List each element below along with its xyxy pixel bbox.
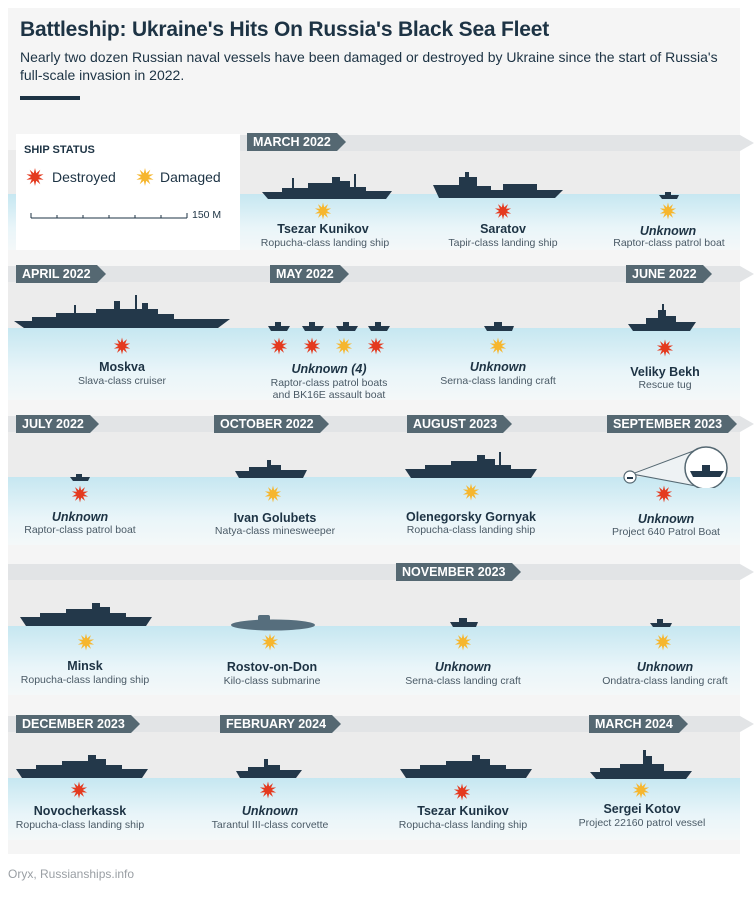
- landing-ship-silhouette: [405, 452, 537, 479]
- patrol-boat-silhouette: [659, 191, 679, 199]
- scale-label: 150 M: [192, 209, 222, 221]
- ship-class: Slava-class cruiser: [77, 375, 167, 387]
- ship-class: Serna-class landing craft: [440, 375, 556, 387]
- zoom-inset: [620, 446, 730, 488]
- ship-name: Sergei Kotov: [603, 802, 681, 816]
- patrol-boat-silhouette: [70, 473, 90, 481]
- legend-title: SHIP STATUS: [24, 144, 95, 156]
- page-title: Battleship: Ukraine's Hits On Russia's Black Sea Fleet: [20, 18, 550, 41]
- damaged-burst-icon: [489, 337, 507, 355]
- period-tag: MARCH 2024: [589, 715, 679, 733]
- tapir-ship-silhouette: [433, 168, 563, 199]
- ship-name: Tsezar Kunikov: [417, 804, 509, 818]
- damaged-burst-icon: [264, 485, 282, 503]
- patrol-vessel-silhouette: [590, 750, 692, 780]
- ship-class: Kilo-class submarine: [223, 675, 321, 687]
- timeline-strip: [8, 564, 740, 580]
- ship-class: Rescue tug: [638, 379, 692, 391]
- ship-name: Tsezar Kunikov: [277, 222, 369, 236]
- period-tag: MARCH 2022: [247, 133, 337, 151]
- damaged-burst-icon: [659, 202, 677, 220]
- ship-name: Unknown (4): [291, 362, 367, 376]
- ship-name: Unknown: [637, 512, 695, 526]
- assault-boat-silhouette: [368, 322, 390, 331]
- period-tag: DECEMBER 2023: [16, 715, 131, 733]
- source-note: Oryx, Russianships.info: [8, 867, 135, 881]
- ship-name: Rostov-on-Don: [226, 660, 318, 674]
- legend-damaged-label: Damaged: [160, 169, 221, 185]
- destroyed-burst-icon: [367, 337, 385, 355]
- landing-ship-silhouette: [262, 172, 392, 200]
- damaged-burst-icon: [314, 202, 332, 220]
- landing-ship-silhouette: [400, 752, 532, 779]
- damaged-burst-icon: [335, 337, 353, 355]
- ship-class: Raptor-class patrol boat: [24, 524, 136, 536]
- ship-class: Ropucha-class landing ship: [398, 819, 528, 831]
- damaged-burst-icon: [462, 483, 480, 501]
- patrol-boat-silhouette: [268, 322, 290, 331]
- destroyed-burst-icon: [656, 339, 674, 357]
- destroyed-burst-icon: [113, 337, 131, 355]
- ship-class: Ropucha-class landing ship: [15, 819, 145, 831]
- destroyed-burst-icon: [494, 202, 512, 220]
- ship-name: Olenegorsky Gornyak: [406, 510, 536, 524]
- destroyed-burst-icon: [70, 781, 88, 799]
- ship-class: Natya-class minesweeper: [214, 525, 336, 537]
- ship-name: Unknown: [51, 510, 109, 524]
- destroyed-burst-icon: [24, 166, 46, 188]
- submarine-silhouette: [230, 612, 316, 632]
- ship-name: Unknown: [469, 360, 527, 374]
- ship-class: Project 22160 patrol vessel: [578, 817, 706, 829]
- ship-name: Unknown: [241, 804, 299, 818]
- period-tag: JULY 2022: [16, 415, 90, 433]
- patrol-boat-silhouette: [302, 322, 324, 331]
- ship-name: Ivan Golubets: [233, 511, 317, 525]
- landing-ship-silhouette: [20, 600, 152, 627]
- ship-class: Serna-class landing craft: [405, 675, 521, 687]
- destroyed-burst-icon: [270, 337, 288, 355]
- destroyed-burst-icon: [71, 485, 89, 503]
- ship-name: Veliky Bekh: [630, 365, 700, 379]
- ship-name: Novocherkassk: [33, 804, 127, 818]
- destroyed-burst-icon: [655, 485, 673, 503]
- landing-craft-silhouette: [484, 321, 514, 331]
- title-rule: [20, 96, 80, 100]
- damaged-burst-icon: [632, 781, 650, 799]
- landing-ship-silhouette: [16, 752, 148, 779]
- damaged-burst-icon: [134, 166, 156, 188]
- period-tag: MAY 2022: [270, 265, 340, 283]
- period-tag: AUGUST 2023: [407, 415, 503, 433]
- period-tag: OCTOBER 2022: [214, 415, 320, 433]
- ship-class: Ropucha-class landing ship: [20, 674, 150, 686]
- landing-craft-silhouette: [450, 617, 478, 627]
- minesweeper-silhouette: [235, 459, 307, 479]
- ship-name: Unknown: [636, 660, 694, 674]
- ship-class: Ondatra-class landing craft: [602, 675, 728, 687]
- scale-bar: [30, 210, 190, 220]
- damaged-burst-icon: [261, 633, 279, 651]
- ship-class: Tapir-class landing ship: [448, 237, 558, 249]
- damaged-burst-icon: [454, 633, 472, 651]
- destroyed-burst-icon: [303, 337, 321, 355]
- ship-name: Minsk: [67, 659, 103, 673]
- ship-name: Moskva: [99, 360, 145, 374]
- ship-class: Ropucha-class landing ship: [406, 524, 536, 536]
- status-legend: [16, 134, 240, 250]
- damaged-burst-icon: [77, 633, 95, 651]
- period-tag: SEPTEMBER 2023: [607, 415, 728, 433]
- destroyed-burst-icon: [259, 781, 277, 799]
- landing-craft-silhouette: [650, 619, 672, 627]
- cruiser-silhouette: [14, 295, 230, 329]
- destroyed-burst-icon: [453, 783, 471, 801]
- rescue-tug-silhouette: [628, 304, 696, 332]
- period-tag: NOVEMBER 2023: [396, 563, 512, 581]
- ship-class: Raptor-class patrol boat: [613, 237, 725, 249]
- ship-name: Unknown: [434, 660, 492, 674]
- patrol-boat-silhouette: [336, 322, 358, 331]
- period-tag: FEBRUARY 2024: [220, 715, 332, 733]
- ship-class: Ropucha-class landing ship: [260, 237, 390, 249]
- ship-class: Raptor-class patrol boats and BK16E assault boat: [270, 377, 388, 401]
- ship-class: Tarantul III-class corvette: [211, 819, 329, 831]
- legend-destroyed-label: Destroyed: [52, 169, 116, 185]
- ship-class: Project 640 Patrol Boat: [612, 526, 720, 538]
- page-subtitle: Nearly two dozen Russian naval vessels have been damaged or destroyed by Ukraine since the start of Russia's full-scale invasion in 2022.: [20, 49, 718, 83]
- ship-name: Saratov: [480, 222, 526, 236]
- period-tag: JUNE 2022: [626, 265, 703, 283]
- ship-name: Unknown: [639, 224, 697, 238]
- period-tag: APRIL 2022: [16, 265, 97, 283]
- damaged-burst-icon: [654, 633, 672, 651]
- corvette-silhouette: [236, 757, 302, 779]
